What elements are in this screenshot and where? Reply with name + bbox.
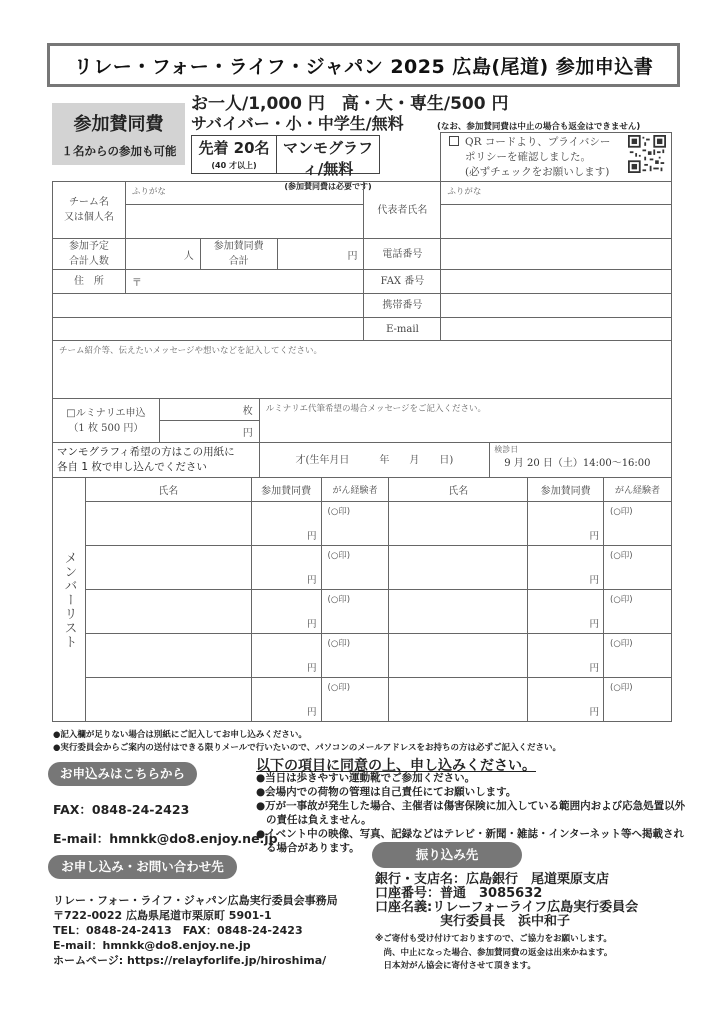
mammography-note: マンモグラフィ希望の方はこの用紙に 各自 1 枚で申し込んでください bbox=[53, 443, 260, 478]
qr-code-icon[interactable] bbox=[628, 135, 666, 173]
luminarie-message-field[interactable]: ルミナリエ代筆希望の場合メッセージをご記入ください。 bbox=[259, 399, 671, 443]
address-field[interactable]: 〒 bbox=[125, 270, 364, 294]
member-name-field[interactable] bbox=[389, 546, 528, 590]
member-header: 氏名 bbox=[85, 478, 251, 502]
member-name-field[interactable] bbox=[389, 590, 528, 634]
member-name-field[interactable] bbox=[389, 502, 528, 546]
member-survivor-field[interactable]: (○印) bbox=[321, 502, 389, 546]
bank-holder: 口座名義:リレーフォーライフ広島実行委員会 bbox=[375, 900, 639, 915]
member-name-field[interactable] bbox=[85, 634, 251, 678]
birthdate-field[interactable]: 才(生年月日 年 月 日) bbox=[259, 443, 490, 478]
participant-count-label: 参加予定 合計人数 bbox=[53, 239, 126, 270]
bank-account: 口座番号：普通 3085632 bbox=[375, 886, 543, 901]
mobile-field[interactable] bbox=[441, 294, 672, 318]
bank-heading: 振り込み先 bbox=[372, 842, 522, 868]
member-fee-field[interactable]: 円 bbox=[528, 590, 604, 634]
refund-note: (なお、参加賛同費は中止の場合も返金はできません) bbox=[437, 122, 641, 132]
email-field[interactable] bbox=[441, 318, 672, 341]
member-survivor-field[interactable]: (○印) bbox=[604, 546, 672, 590]
contact-address: 〒722-0022 広島県尾道市栗原町 5901-1 bbox=[53, 909, 272, 922]
member-row bbox=[53, 634, 672, 678]
member-name-field[interactable] bbox=[389, 678, 528, 722]
member-survivor-field[interactable]: (○印) bbox=[604, 678, 672, 722]
address-field-3[interactable] bbox=[53, 318, 364, 341]
member-fee-field[interactable]: 円 bbox=[528, 546, 604, 590]
bank-holder-2: 実行委員長 浜中和子 bbox=[375, 914, 571, 929]
member-name-field[interactable] bbox=[85, 590, 251, 634]
agreement-title: 以下の項目に同意の上、申し込みください。 bbox=[256, 758, 536, 774]
member-header: 氏名 bbox=[389, 478, 528, 502]
address-label: 住 所 bbox=[53, 270, 126, 294]
member-row bbox=[53, 546, 672, 590]
representative-label: 代表者氏名 bbox=[364, 182, 441, 239]
fee-total-label: 参加賛同費 合計 bbox=[200, 239, 277, 270]
bank-note: 日本対がん協会に寄付させて頂きます。 bbox=[375, 961, 536, 971]
team-furigana-field[interactable]: ふりがな bbox=[125, 182, 364, 205]
contact-email[interactable]: E-mail：hmnkk@do8.enjoy.ne.jp bbox=[53, 939, 251, 952]
privacy-line-3: (必ずチェックをお願いします) bbox=[465, 166, 610, 178]
participant-count-field[interactable]: 人 bbox=[125, 239, 200, 270]
bank-branch: 銀行・支店名：広島銀行 尾道栗原支店 bbox=[375, 872, 610, 887]
phone-label: 電話番号 bbox=[364, 239, 441, 270]
title-box bbox=[47, 43, 680, 87]
exam-date: 9 月 20 日（土）14:00～16:00 bbox=[504, 458, 651, 469]
member-fee-field[interactable]: 円 bbox=[528, 634, 604, 678]
luminarie-section bbox=[52, 398, 672, 443]
member-list-label: メンバーリスト bbox=[53, 478, 86, 722]
member-fee-field[interactable]: 円 bbox=[251, 502, 321, 546]
agreement-item: ●当日は歩きやすい運動靴でご参加ください。 bbox=[256, 772, 476, 784]
bank-info bbox=[375, 873, 638, 929]
fee-total-field[interactable]: 円 bbox=[277, 239, 364, 270]
privacy-line-2: ポリシーを確認しました。 bbox=[465, 151, 591, 163]
apply-fax: FAX：0848-24-2423 bbox=[53, 802, 190, 817]
team-name-field[interactable] bbox=[125, 205, 364, 239]
fax-label: FAX 番号 bbox=[364, 270, 441, 294]
member-fee-field[interactable]: 円 bbox=[528, 678, 604, 722]
member-row bbox=[53, 678, 672, 722]
bank-note: 尚、中止になった場合、参加賛同費の返金は出来かねます。 bbox=[375, 947, 613, 958]
agreement-item: ●万が一事故が発生した場合、主催者は傷害保険に加入している範囲内および応急処置以外の責任は負えません。 bbox=[256, 800, 686, 826]
apply-heading: お申込みはこちらから bbox=[48, 762, 197, 786]
member-header: がん経験者 bbox=[321, 478, 389, 502]
contact-org: リレー・フォー・ライフ・ジャパン広島実行委員会事務局 bbox=[53, 894, 338, 907]
member-fee-field[interactable]: 円 bbox=[528, 502, 604, 546]
member-fee-field[interactable]: 円 bbox=[251, 678, 321, 722]
member-survivor-field[interactable]: (○印) bbox=[321, 546, 389, 590]
privacy-text bbox=[449, 135, 610, 180]
mammo-main: マンモグラフィ/無料 bbox=[282, 139, 373, 178]
privacy-checkbox[interactable] bbox=[449, 136, 459, 146]
member-survivor-field[interactable]: (○印) bbox=[604, 590, 672, 634]
rep-name-field[interactable] bbox=[441, 205, 672, 239]
apply-email[interactable]: E-mail：hmnkk@do8.enjoy.ne.jp bbox=[53, 831, 278, 846]
fee-line-general: お一人/1,000 円 高・大・専生/500 円 bbox=[191, 94, 509, 114]
member-header: がん経験者 bbox=[604, 478, 672, 502]
member-row bbox=[53, 590, 672, 634]
luminarie-sheets-field[interactable]: 枚 bbox=[159, 399, 259, 421]
member-name-field[interactable] bbox=[85, 502, 251, 546]
member-fee-field[interactable]: 円 bbox=[251, 590, 321, 634]
exam-date-cell: 検診日 9 月 20 日（土）14:00～16:00 bbox=[490, 443, 672, 478]
mammo-sub: (参加賛同費は必要です) bbox=[284, 182, 372, 191]
mobile-label: 携帯番号 bbox=[364, 294, 441, 318]
privacy-line-1: QR コードより、プライバシー bbox=[465, 136, 611, 148]
member-survivor-field[interactable]: (○印) bbox=[604, 502, 672, 546]
member-survivor-field[interactable]: (○印) bbox=[321, 678, 389, 722]
mammography-section bbox=[52, 442, 672, 478]
member-name-field[interactable] bbox=[85, 546, 251, 590]
member-name-field[interactable] bbox=[85, 678, 251, 722]
member-fee-field[interactable]: 円 bbox=[251, 634, 321, 678]
fee-line-free: サバイバー・小・中学生/無料 bbox=[191, 114, 404, 133]
contact-web[interactable]: ホームページ: https://relayforlife.jp/hiroshima/ bbox=[53, 954, 327, 967]
member-fee-field[interactable]: 円 bbox=[251, 546, 321, 590]
member-list bbox=[52, 477, 672, 722]
early-sub: (40 才以上) bbox=[211, 161, 257, 170]
early-main: 先着 20名 bbox=[198, 139, 270, 157]
luminarie-amount-field[interactable]: 円 bbox=[159, 421, 259, 443]
bank-note: ※ご寄付も受け付けておりますので、ご協力をお願いします。 bbox=[375, 934, 612, 944]
member-survivor-field[interactable]: (○印) bbox=[604, 634, 672, 678]
member-row bbox=[53, 502, 672, 546]
team-name-label: チーム名 又は個人名 bbox=[53, 182, 126, 239]
phone-field[interactable] bbox=[441, 239, 672, 270]
member-header: 参加賛同費 bbox=[528, 478, 604, 502]
rep-furigana-field[interactable]: ふりがな bbox=[441, 182, 672, 205]
mammography-box bbox=[191, 135, 380, 191]
member-survivor-field[interactable]: (○印) bbox=[321, 634, 389, 678]
luminarie-label: □ルミナリエ申込 （1 枚 500 円） bbox=[53, 399, 160, 443]
bank-notes bbox=[375, 933, 612, 974]
member-header: 参加賛同費 bbox=[251, 478, 321, 502]
member-survivor-field[interactable]: (○印) bbox=[321, 590, 389, 634]
fee-sub-label: １名からの参加も可能 bbox=[61, 144, 177, 158]
email-label: E-mail bbox=[364, 318, 441, 341]
contact-info bbox=[53, 893, 338, 968]
address-field-2[interactable] bbox=[53, 294, 364, 318]
fax-field[interactable] bbox=[441, 270, 672, 294]
contact-heading: お申し込み・お問い合わせ先 bbox=[48, 855, 237, 879]
member-name-field[interactable] bbox=[389, 634, 528, 678]
fee-label: 参加賛同費 bbox=[73, 114, 164, 135]
message-field[interactable]: チーム紹介等、伝えたいメッセージや想いなどを記入してください。 bbox=[53, 341, 672, 399]
note-2: ●実行委員会からご案内の送付はできる限りメールで行いたいので、パソコンのメールアドレスをお持ちの方は必ずご記入ください。 bbox=[53, 743, 561, 753]
note-1: ●記入欄が足りない場合は別紙にご記入してお申し込みください。 bbox=[53, 730, 307, 740]
agreement-item: ●会場内での荷物の管理は自己責任にてお願いします。 bbox=[256, 786, 517, 798]
contact-tel-fax: TEL：0848-24-2413 FAX：0848-24-2423 bbox=[53, 924, 303, 937]
registration-form bbox=[52, 181, 672, 399]
agreement-item: ●イベント中の映像、写真、記録などはテレビ・新聞・雑誌・インターネット等へ掲載される場合があります。 bbox=[256, 828, 685, 854]
page-title: リレー・フォー・ライフ・ジャパン 2025 広島(尾道) 参加申込書 bbox=[73, 55, 654, 78]
